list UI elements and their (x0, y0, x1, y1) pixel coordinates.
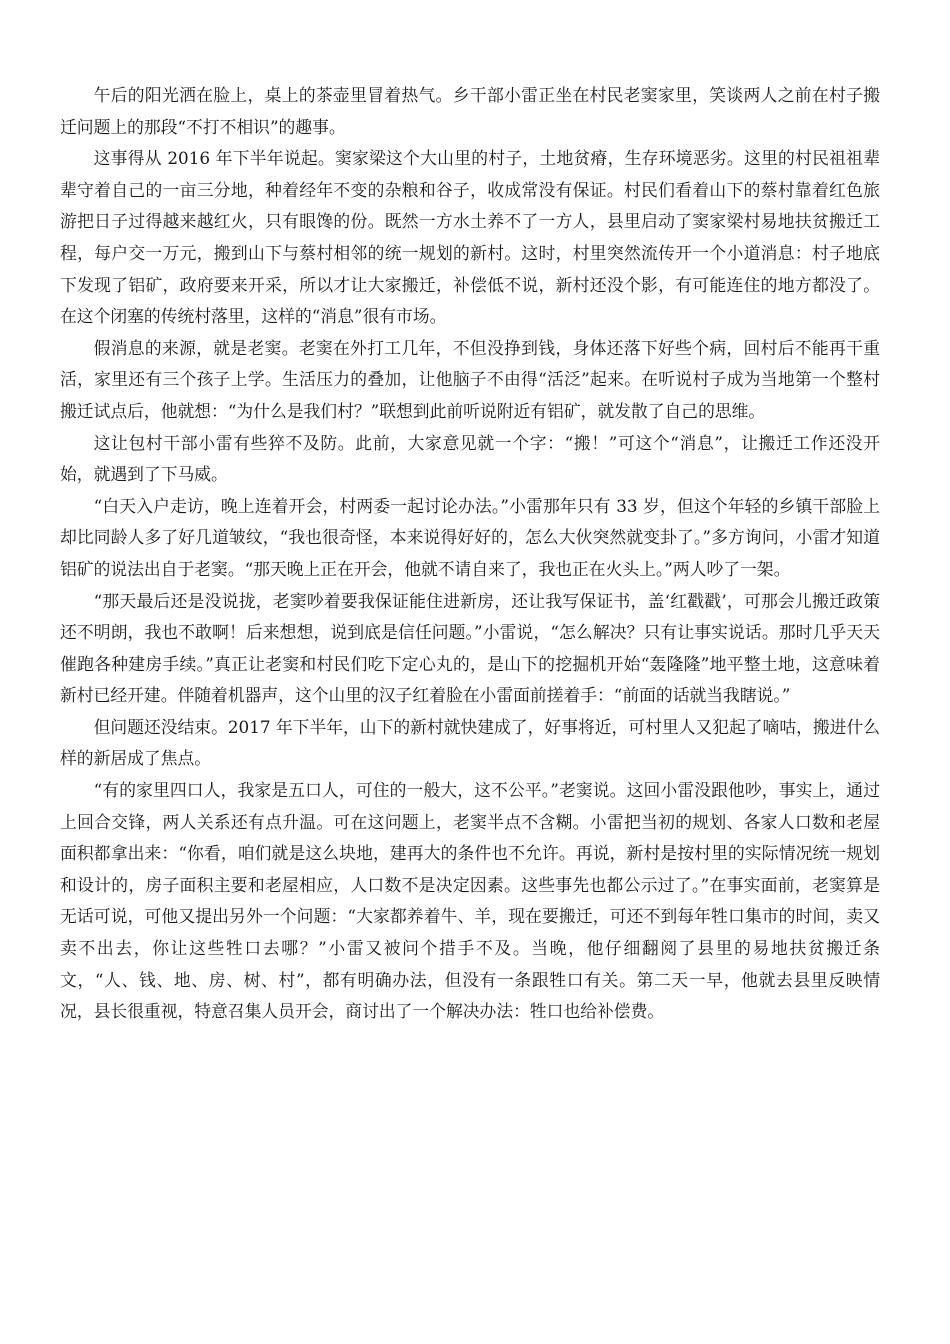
paragraph-2: 这事得从 2016 年下半年说起。窦家梁这个大山里的村子，土地贫瘠，生存环境恶劣。这里的村民祖祖辈辈守着自己的一亩三分地，种着经年不变的杂粮和谷子，收成常没有保证。村民们看着山下的蔡村靠着红色旅游把日子过得越来越红火，只有眼馋的份。既然一方水土养不了一方人，县里启动了窦家梁村易地扶贫搬迁工程，每户交一万元，搬到山下与蔡村相邻的统一规划的新村。这时，村里突然流传开一个小道消息：村子地底下发现了铝矿，政府要来开采，所以才让大家搬迁，补偿低不说，新村还没个影，有可能连住的地方都没了。在这个闭塞的传统村落里，这样的“消息”很有市场。 (60, 148, 880, 327)
paragraph-3: 假消息的来源，就是老窦。老窦在外打工几年，不但没挣到钱，身体还落下好些个病，回村后不能再干重活，家里还有三个孩子上学。生活压力的叠加，让他脑子不由得“活泛”起来。在听说村子成为当地第一个整村搬迁试点后，他就想：“为什么是我们村？”联想到此前听说附近有铝矿，就发散了自己的思维。 (60, 337, 880, 421)
paragraph-5: “白天入户走访，晚上连着开会，村两委一起讨论办法。”小雷那年只有 33 岁，但这个年轻的乡镇干部脸上却比同龄人多了好几道皱纹，“我也很奇怪，本来说得好好的，怎么大伙突然就变卦了。”多方询问，小雷才知道铝矿的说法出自于老窦。“那天晚上正在开会，他就不请自来了，我也正在火头上。”两人吵了一架。 (60, 495, 880, 579)
paragraph-7: 但问题还没结束。2017 年下半年，山下的新村就快建成了，好事将近，可村里人又犯起了嘀咕，搬进什么样的新居成了焦点。 (60, 716, 881, 769)
article-body (60, 80, 880, 1028)
paragraph-6: “那天最后还是没说拢，老窦吵着要我保证能住进新房，还让我写保证书，盖‘红戳戳’，可那会儿搬迁政策还不明朗，我也不敢啊！后来想想，说到底是信任问题。”小雷说，“怎么解决？只有让事实说话。那时几乎天天催跑各种建房手续。”真正让老窦和村民们吃下定心丸的，是山下的挖掘机开始“轰隆隆”地平整土地，这意味着新村已经开建。伴随着机器声，这个山里的汉子红着脸在小雷面前搓着手：“前面的话就当我瞎说。” (60, 590, 880, 706)
paragraph-4: 这让包村干部小雷有些猝不及防。此前，大家意见就一个字：“搬！”可这个“消息”，让搬迁工作还没开始，就遇到了下马威。 (60, 432, 880, 485)
paragraph-8: “有的家里四口人，我家是五口人，可住的一般大，这不公平。”老窦说。这回小雷没跟他吵，事实上，通过上回合交锋，两人关系还有点升温。可在这问题上，老窦半点不含糊。小雷把当初的规划、各家人口数和老屋面积都拿出来：“你看，咱们就是这么块地，建再大的条件也不允许。再说，新村是按村里的实际情况统一规划和设计的，房子面积主要和老屋相应，人口数不是决定因素。这些事先也都公示过了。”在事实面前，老窦算是无话可说，可他又提出另外一个问题：“大家都养着牛、羊，现在要搬迁，可还不到每年牲口集市的时间，卖又卖不出去，你让这些牲口去哪？”小雷又被问个措手不及。当晚，他仔细翻阅了县里的易地扶贫搬迁条文，“人、钱、地、房、树、村”，都有明确办法，但没有一条跟牲口有关。第二天一早，他就去县里反映情况，县长很重视，特意召集人员开会，商讨出了一个解决办法：牲口也给补偿费。 (60, 780, 880, 1022)
paragraph-1: 午后的阳光洒在脸上，桌上的茶壶里冒着热气。乡干部小雷正坐在村民老窦家里，笑谈两人之前在村子搬迁问题上的那段“不打不相识”的趣事。 (60, 85, 880, 137)
